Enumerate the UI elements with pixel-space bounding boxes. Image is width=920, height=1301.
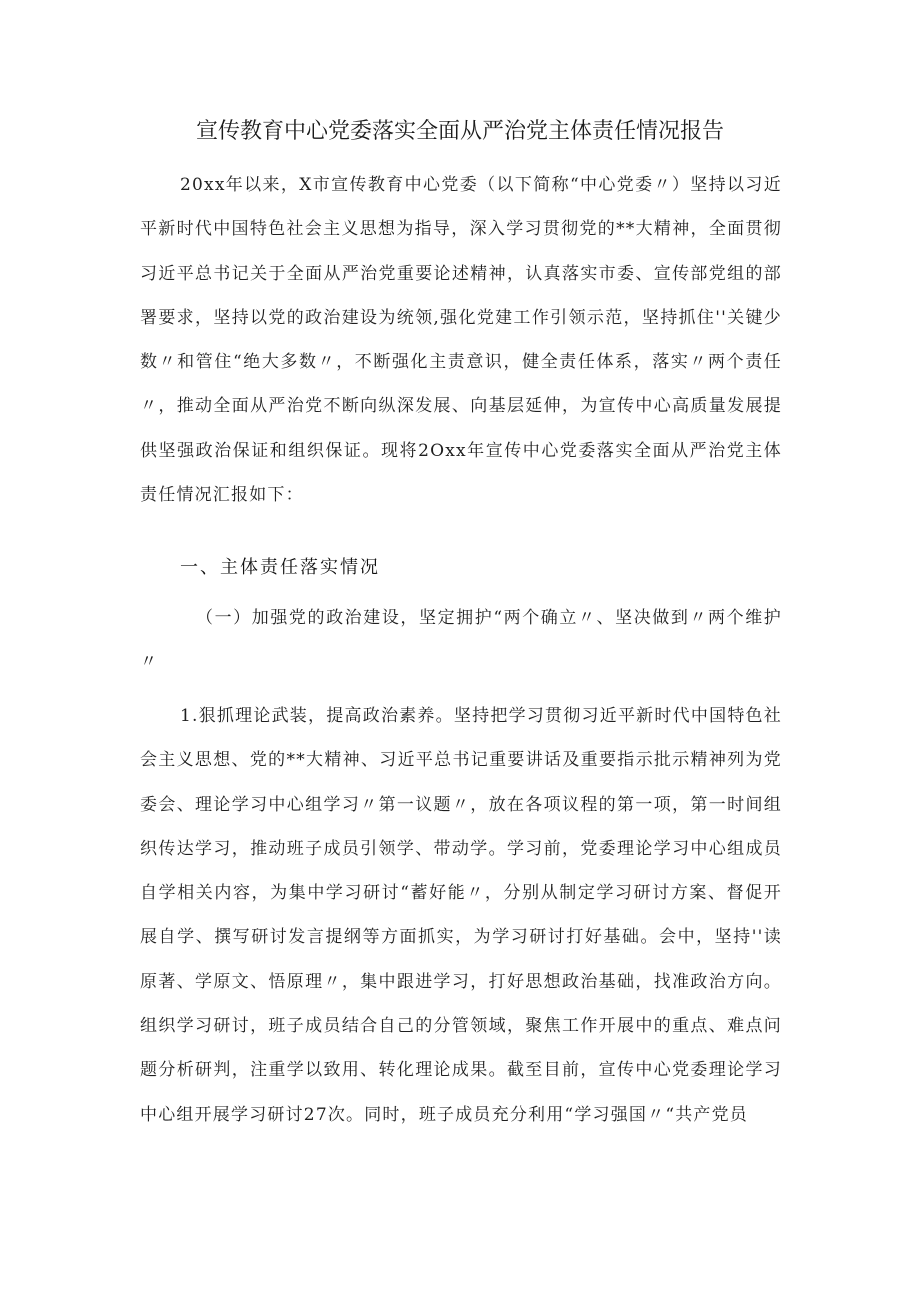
intro-paragraph: 20xx年以来，X市宣传教育中心党委（以下简称“中心党委〃）坚持以习近平新时代中国特色社会主义思想为指导，深入学习贯彻党的**大精神，全面贯彻习近平总书记关于全面从严治党重要论述精神，认真落实市委、宣传部党组的部署要求，坚持以党的政治建设为统领,强化党建工作引领示范，坚持抓住''关键少数〃和管住“绝大多数〃，不断强化主责意识，健全责任体系，落实〃两个责任〃，推动全面从严治党不断向纵深发展、向基层延伸，为宣传中心高质量发展提供坚强政治保证和组织保证。现将2Oxx年宣传中心党委落实全面从严治党主体责任情况汇报如下： xyxy=(140,175,782,506)
section-heading: 一、主体责任落实情况 xyxy=(180,557,380,578)
document-title: 宣传教育中心党委落实全面从严治党主体责任情况报告 xyxy=(195,119,724,144)
subsection-heading: （一）加强党的政治建设，坚定拥护“两个确立〃、坚决做到〃两个维护〃 xyxy=(140,608,782,673)
body-paragraph: 1.狠抓理论武装，提高政治素养。坚持把学习贯彻习近平新时代中国特色社会主义思想、党的**大精神、习近平总书记重要讲话及重要指示批示精神列为党委会、理论学习中心组学习〃第一议题〃，放在各项议程的第一项，第一时间组织传达学习，推动班子成员引领学、带动学。学习前，党委理论学习中心组成员自学相关内容，为集中学习研讨“蓄好能〃，分别从制定学习研讨方案、督促开展自学、撰写研讨发言提纲等方面抓实，为学习研讨打好基础。会中，坚持''读原著、学原文、悟原理〃，集中跟进学习，打好思想政治基础，找准政治方向。组织学习研讨，班子成员结合自己的分管领域，聚焦工作开展中的重点、难点问题分析研判，注重学以致用、转化理论成果。截至目前，宣传中心党委理论学习中心组开展学习研讨27次。同时，班子成员充分利用“学习强国〃“共产党员 xyxy=(140,706,782,1125)
